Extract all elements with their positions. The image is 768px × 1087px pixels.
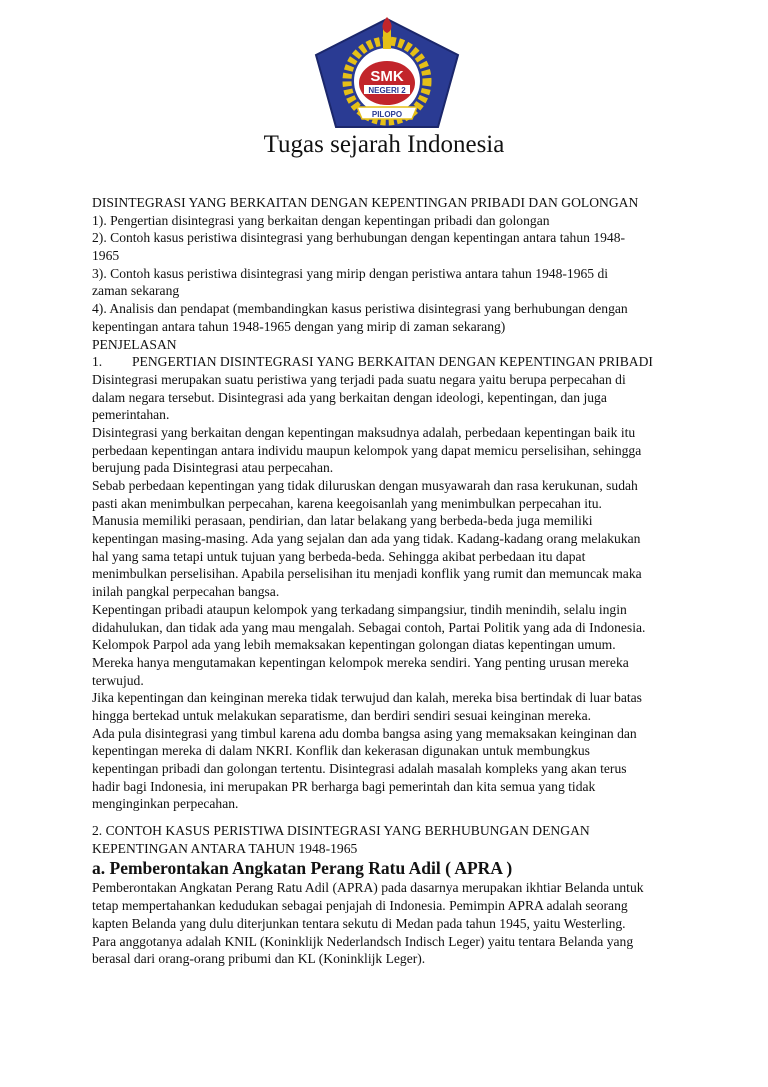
logo-text-negeri: NEGERI 2 [368,86,406,95]
text-line: Disintegrasi yang berkaitan dengan kepentingan maksudnya adalah, perbedaan kepentingan baik itu [92,424,636,440]
numbered-heading [92,353,692,371]
text-line: berasal dari orang-orang pribumi dan KL (Koninklijk Leger). [92,951,426,967]
text-line: menginginkan perpecahan. [92,796,239,812]
text-line: Kepentingan pribadi ataupun kelompok yang terkadang simpangsiur, tindih menindih, selalu ingin [92,601,627,617]
numbered-heading-text: PENGERTIAN DISINTEGRASI YANG BERKAITAN DENGAN KEPENTINGAN PRIBADI [132,354,653,370]
text-line: DISINTEGRASI YANG BERKAITAN DENGAN KEPENTINGAN PRIBADI DAN GOLONGAN [92,195,639,210]
text-line: pemerintahan. [92,407,170,423]
text-line: terwujud. [92,672,144,688]
text-line: pasti akan menimbulkan perpecahan, karena keegoisanlah yang menimbulkan perpecahan itu. [92,495,602,511]
section-heading: KEPENTINGAN ANTARA TAHUN 1948-1965 [92,840,358,856]
text-line: berujung pada Disintegrasi atau perpecahan. [92,460,334,476]
text-line: 1). Pengertian disintegrasi yang berkaitan dengan kepentingan pribadi dan golongan [92,212,550,228]
section-heading: PENJELASAN [92,336,177,352]
logo-text-pilopo: PILOPO [371,110,403,119]
text-line: Pemberontakan Angkatan Perang Ratu Adil (APRA) pada dasarnya merupakan ikhtiar Belanda untuk [92,880,644,896]
text-line: 2). Contoh kasus peristiwa disintegrasi yang berhubungan dengan kepentingan antara tahun 1948- [92,230,626,246]
section-heading: 2. CONTOH KASUS PERISTIWA DISINTEGRASI YANG BERHUBUNGAN DENGAN [92,823,590,839]
text-line: kepentingan antara tahun 1948-1965 dengan yang mirip di zaman sekarang) [92,318,506,334]
text-line: hingga bertekad untuk melakukan separatisme, dan berdiri sendiri sesuai keinginan mereka. [92,707,592,723]
text-line: 1965 [92,248,120,264]
text-line: Disintegrasi merupakan suatu peristiwa yang terjadi pada suatu negara yaitu berupa perpecahan di [92,371,626,387]
text-line: Kelompok Parpol ada yang lebih memaksakan kepentingan golongan diatas kepentingan umum. [92,637,616,653]
text-line: zaman sekarang [92,283,180,299]
text-line: 3). Contoh kasus peristiwa disintegrasi yang mirip dengan peristiwa antara tahun 1948-1965 di [92,265,609,281]
text-line: kepentingan masing-masing. Ada yang sejalan dan ada yang tidak. Kadang-kadang orang melakukan [92,531,641,547]
document-title: Tugas sejarah Indonesia [263,131,505,158]
text-line: Mereka hanya mengutamakan kepentingan kelompok mereka sendiri. Yang penting urusan mereka [92,654,629,670]
text-line: menimbulkan perselisihan. Apabila perselisihan itu menjadi konflik yang rumit dan memuncak maka [92,566,642,582]
text-line: didahulukan, dan tidak ada yang mau mengalah. Sebagai contoh, Partai Politik yang ada di Indonesia. [92,619,646,635]
text-line: Ada pula disintegrasi yang timbul karena adu domba bangsa asing yang memaksakan keinginan dan [92,725,637,741]
text-line: kepentingan pribadi dan golongan tertentu. Disintegrasi adalah masalah kompleks yang akan terus [92,761,627,776]
text-line: perbedaan kepentingan antara individu maupun kelompok yang dapat memicu perselisihan, sehingga [92,442,642,458]
list-marker: 1. [92,354,103,370]
text-line: hal yang sama tetapi untuk tujuan yang berbeda-beda. Sehingga akibat perbedaan itu dapat [92,548,586,564]
document-body [92,194,692,968]
paragraph-gap [92,813,692,822]
text-line: dalam negara tersebut. Disintegrasi ada yang berkaitan dengan ideologi, kepentingan, dan juga [92,389,607,405]
logo-text-smk: SMK [370,68,404,85]
text-line: hadir bagi Indonesia, ini merupakan PR berharga bagi pemerintah dan kita semua yang tidak [92,778,596,794]
text-line: kapten Belanda yang dulu diterjunkan tentara sekutu di Medan pada tahun 1945, yaitu Westerling. [92,915,626,931]
text-line: Jika kepentingan dan keinginan mereka tidak terwujud dan kalah, mereka bisa bertindak di luar batas [92,690,642,706]
school-logo [312,15,462,133]
subsection-heading: a. Pemberontakan Angkatan Perang Ratu Adil ( APRA ) [92,858,513,879]
text-line: tetap mempertahankan kedudukan sebagai penjajah di Indonesia. Pemimpin APRA adalah seorang [92,898,628,914]
text-line: Para anggotanya adalah KNIL (Koninklijk Nederlandsch Indisch Leger) yaitu tentara Belanda yang [92,933,634,949]
text-line: inilah pangkal perpecahan bangsa. [92,584,280,600]
text-line: Sebab perbedaan kepentingan yang tidak diluruskan dengan musyawarah dan rasa kerukunan, sudah [92,478,638,493]
text-line: Manusia memiliki perasaan, pendirian, dan latar belakang yang berbeda-beda juga memiliki [92,513,593,529]
text-line: 4). Analisis dan pendapat (membandingkan kasus peristiwa disintegrasi yang berhubungan dengan [92,301,628,317]
text-line: kepentingan mereka di dalam NKRI. Konflik dan kekerasan digunakan untuk membungkus [92,743,590,759]
